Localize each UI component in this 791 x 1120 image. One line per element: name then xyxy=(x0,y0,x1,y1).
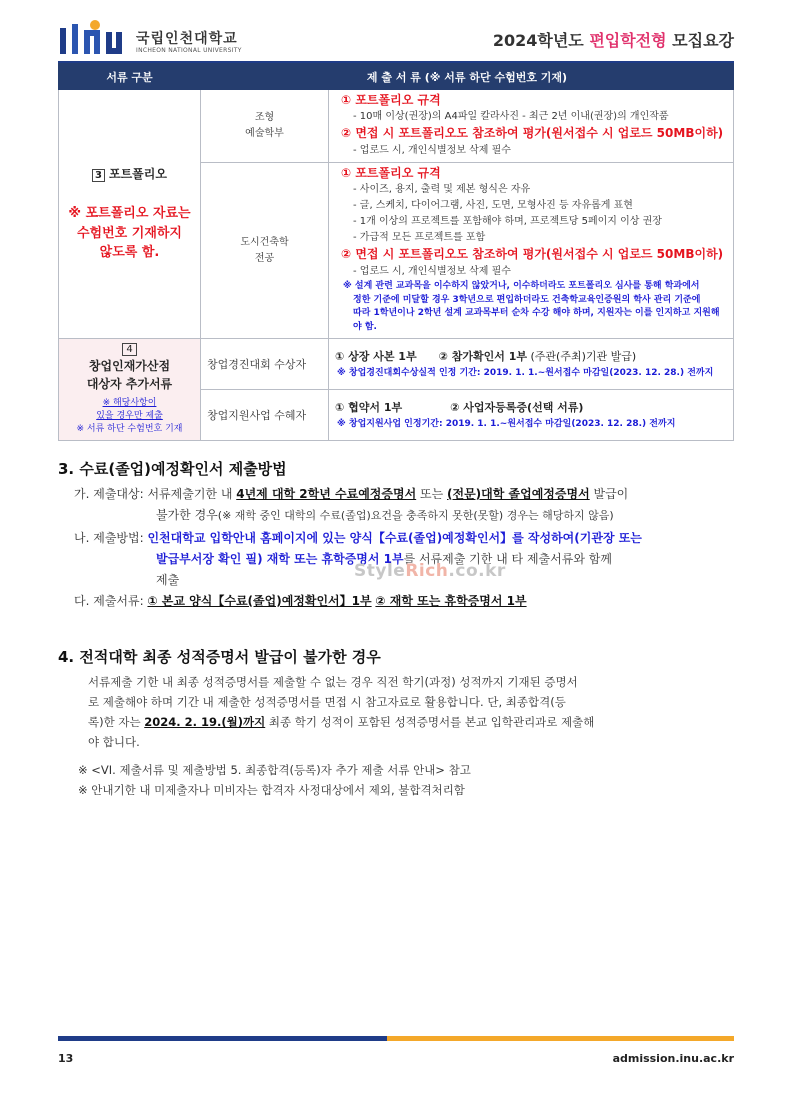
portfolio-warning: ※ 포트폴리오 자료는 수험번호 기재하지 않도록 함. xyxy=(68,206,191,261)
table-header-category: 서류 구분 xyxy=(59,64,201,90)
logo-english-name: INCHEON NATIONAL UNIVERSITY xyxy=(136,47,242,54)
section4-body: 서류제출 기한 내 최종 성적증명서를 제출할 수 없는 경우 직전 학기(과정) 성적까지 기재된 증명서 로 제출해야 하며 기간 내 제출한 성적증명서를 면접 시 참고자료로 활용합니다. 단, 최종합격(등 록)한 자는 2024. 2. 19.(월)까지 최종 학기 성적이 포함된 성적증명서를 본교 입학관리과로 제출해 야 합니다. xyxy=(88,675,595,750)
portfolio-category-cell xyxy=(59,90,201,339)
startup-contest-label: 창업경진대회 수상자 xyxy=(201,339,329,390)
footer-bar-orange xyxy=(387,1036,734,1041)
page-header xyxy=(58,18,734,58)
startup-support-label: 창업지원사업 수혜자 xyxy=(201,390,329,441)
section3-title: 3. 수료(졸업)예정확인서 제출방법 xyxy=(58,460,287,478)
inu-logo-icon xyxy=(58,20,132,54)
watermark: StyleRich.co.kr xyxy=(354,561,506,581)
startup-contest-docs: ① 상장 사본 1부 ② 참가확인서 1부 (주관(주최)기관 발급) ※ 창업경진대회수상실적 인정 기간: 2019. 1. 1.~원서접수 마감일(2023. 12. 28.) 전까지 xyxy=(329,339,734,390)
architecture-note: ※ 설계 관련 교과목을 이수하지 않았거나, 이수하더라도 포트폴리오 심사를 통해 학과에서 정한 기준에 미달할 경우 3학년으로 편입하더라도 건축학교육인증원의 학사 관리 기준에 따라 1학년이나 2학년 설계 교과목부터 순차 수강 해야 하며, 지원자는 이를 인지하고 지원해야 함. xyxy=(343,280,720,333)
section3-item-c: 다. 제출서류: ① 본교 양식【수료(졸업)예정확인서】1부 ② 재학 또는 휴학증명서 1부 xyxy=(74,594,527,608)
section4-title: 4. 전적대학 최종 성적증명서 발급이 불가한 경우 xyxy=(58,648,381,666)
website-url: admission.inu.ac.kr xyxy=(612,1052,734,1065)
art-design-requirements: ① 포트폴리오 규격 - 10매 이상(권장)의 A4파일 칼라사진 - 최근 2년 이내(권장)의 개인작품 ② 면접 시 포트폴리오도 참조하여 평가(원서접수 시 업로드 50MB이하) - 업로드 시, 개인식별정보 삭제 필수 xyxy=(329,90,734,163)
logo-korean-name: 국립인천대학교 xyxy=(136,31,238,47)
section3-item-a: 가. 제출대상: 서류제출기한 내 4년제 대학 2학년 수료예정증명서 또는 (전문)대학 졸업예정증명서 발급이 불가한 경우(※ 재학 중인 대학의 수료(졸업)요건을 충족하지 못한(못할) 경우는 해당하지 않음) xyxy=(74,487,629,522)
dept-architecture: 도시건축학 전공 xyxy=(201,162,329,339)
documents-table xyxy=(58,63,734,441)
footer-bar-blue xyxy=(58,1036,387,1041)
document-title: 2024학년도 편입학전형 모집요강 xyxy=(492,31,734,50)
university-logo xyxy=(58,20,242,54)
architecture-requirements: ① 포트폴리오 규격 - 사이즈, 용지, 출력 및 제본 형식은 자유 - 글, 스케치, 다이어그램, 사진, 도면, 모형사진 등 자유롭게 표현 - 1개 이상의 프로젝트를 포함해야 하며, 프로젝트당 5페이지 이상 권장 - 가급적 모든 프로젝트를 포함 ② 면접 시 포트폴리오도 참조하여 평가(원서접수 시 업로드 50MB이하) - 업로드 시, 개인식별정보 삭제 필수 ※ 설계 관련 교과목을 이수하지 않았거나, 이수하더라도 포트폴리오 심사를 통해 학과에서 정한 기준에 미달할 경우 3학년으로 편입하더라도 건축학교육인증원의 학사 관리 기준에 따라 1학년이나 2학년 설계 교과목부터 순차 수강 해야 하며, 지원자는 이를 인지하고 지원해야 함. xyxy=(329,162,734,339)
portfolio-title: 3 포트폴리오 xyxy=(59,165,200,182)
startup-category-cell: 4 창업인재가산점 대상자 추가서류 ※ 해당사항이 있을 경우만 제출 ※ 서류 하단 수험번호 기재 xyxy=(59,339,201,441)
dept-art: 조형 예술학부 xyxy=(201,90,329,163)
section4-notes: ※ <VI. 제출서류 및 제출방법 5. 최종합격(등록)자 추가 제출 서류 안내> 참고 ※ 안내기한 내 미제출자나 미비자는 합격자 사정대상에서 제외, 불합격처리함 xyxy=(78,763,471,798)
startup-note: ※ 해당사항이 있을 경우만 제출 ※ 서류 하단 수험번호 기재 xyxy=(76,398,183,435)
page-number: 13 xyxy=(58,1052,74,1065)
section3-item-b: 나. 제출방법: 인천대학교 입학안내 홈페이지에 있는 양식【수료(졸업)예정확인서】를 작성하여(기관장 또는 발급부서장 확인 필) 재학 또는 휴학증명서 1부를 서류제출 기한 내 타 제출서류와 함께 제출 xyxy=(74,531,642,587)
table-header-documents: 제 출 서 류 (※ 서류 하단 수험번호 기재) xyxy=(201,64,734,90)
startup-support-docs: ① 협약서 1부 ② 사업자등록증(선택 서류) ※ 창업지원사업 인정기간: 2019. 1. 1.~원서접수 마감일(2023. 12. 28.) 전까지 xyxy=(329,390,734,441)
